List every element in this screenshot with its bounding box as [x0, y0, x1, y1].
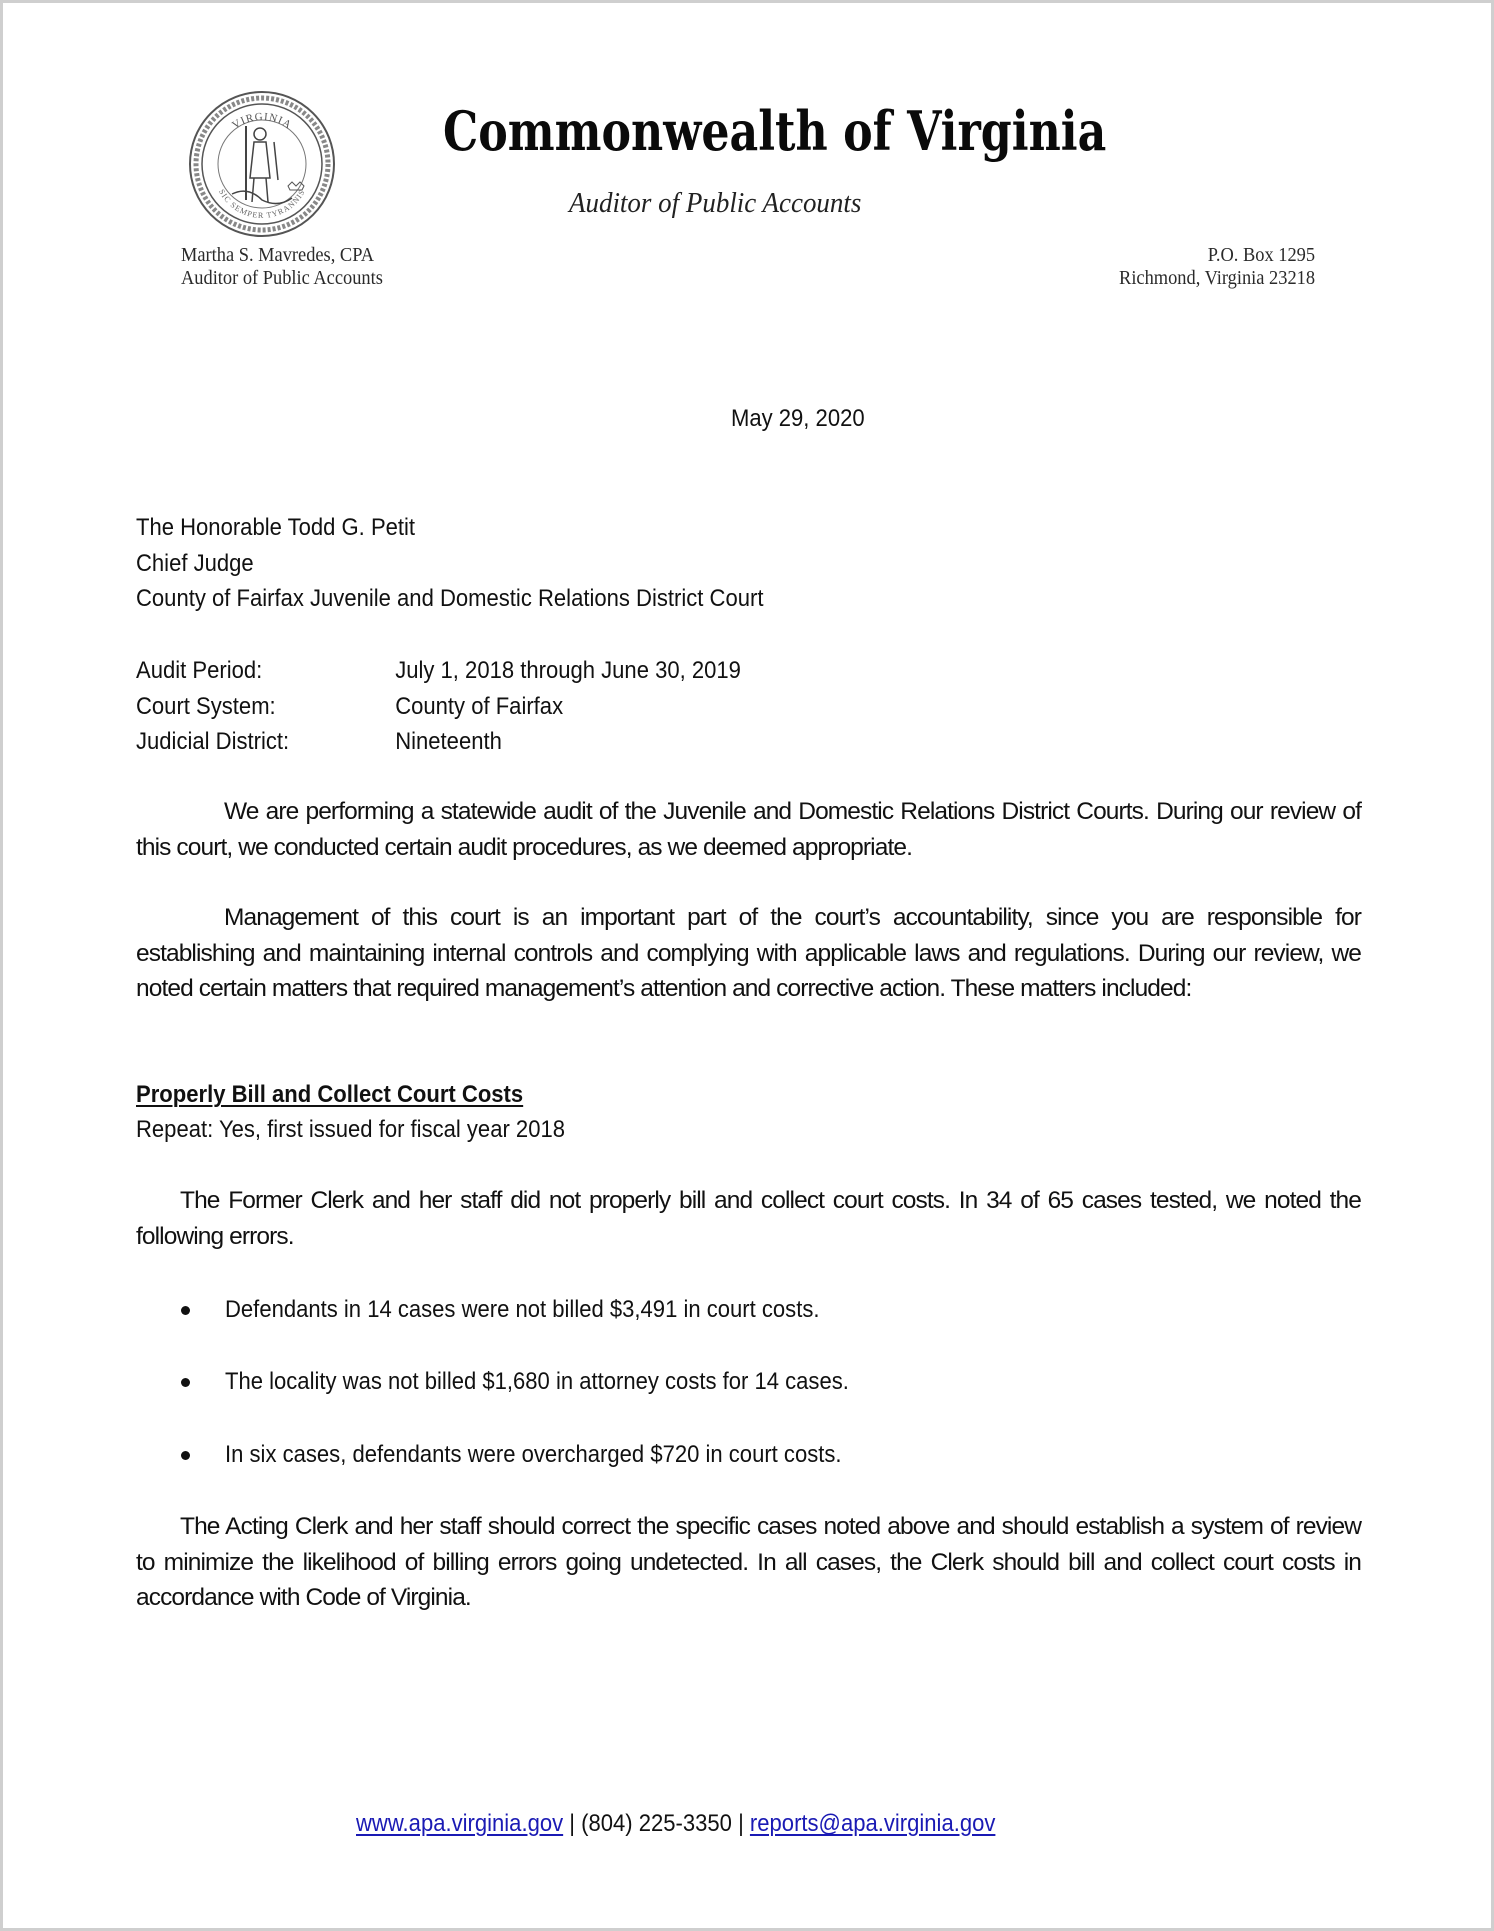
recipient-court: County of Fairfax Juvenile and Domestic Relations District Court: [136, 585, 764, 613]
website-link[interactable]: www.apa.virginia.gov: [356, 1810, 564, 1837]
letter-page: [3, 3, 1491, 1928]
bullet-icon: [181, 1378, 190, 1387]
recipient-title: Chief Judge: [136, 549, 254, 577]
finding-summary-text: The Former Clerk and her staff did not properly bill and collect court costs. In 34 of 65 cases tested, we noted the following errors.: [136, 1187, 1361, 1250]
bullet-text: In six cases, defendants were overcharged $720 in court costs.: [225, 1441, 842, 1468]
footer-separator: |: [738, 1810, 744, 1837]
footer-separator: |: [569, 1810, 576, 1837]
intro-text: We are performing a statewide audit of the Juvenile and Domestic Relations District Courts. During our review of this court, we conducted certain audit procedures, as we deemed appropriate.: [136, 798, 1361, 861]
audit-period-label: Audit Period:: [136, 657, 263, 684]
management-paragraph: [136, 900, 1361, 1007]
recommendation-paragraph: [136, 1509, 1361, 1616]
virginia-seal-icon: [188, 90, 336, 238]
seal-bottom-text: SIC SEMPER TYRANNIS: [217, 187, 307, 221]
bullet-text: Defendants in 14 cases were not billed $3,491 in court costs.: [225, 1296, 820, 1323]
city-state-zip: Richmond, Virginia 23218: [1118, 267, 1315, 289]
auditor-title: Auditor of Public Accounts: [181, 267, 383, 289]
judicial-district-row: [136, 724, 741, 760]
judicial-district-label: Judicial District:: [136, 728, 290, 756]
recipient-block: [136, 510, 763, 617]
mailing-address: [1119, 244, 1315, 290]
letterhead-title: Commonwealth of Virginia: [443, 99, 1107, 163]
seal-top-text: VIRGINIA: [230, 110, 294, 132]
finding-summary-paragraph: [136, 1183, 1361, 1254]
finding-heading: Properly Bill and Collect Court Costs: [136, 1081, 524, 1108]
court-system-label: Court System:: [136, 692, 276, 720]
finding-repeat-status: Repeat: Yes, first issued for fiscal year 2018: [136, 1116, 565, 1143]
auditor-name: Martha S. Mavredes, CPA: [181, 244, 375, 266]
intro-paragraph: [136, 794, 1361, 865]
recipient-name: The Honorable Todd G. Petit: [136, 514, 416, 541]
letter-date: May 29, 2020: [731, 405, 865, 432]
recommendation-text: The Acting Clerk and her staff should correct the specific cases noted above and should establish a system of review to minimize the likelihood of billing errors going undetected. In all cases, the Clerk should bill and collect court costs in accordance with Code of Virginia.: [136, 1513, 1361, 1612]
auditor-block: [181, 244, 383, 290]
bullet-text: The locality was not billed $1,680 in attorney costs for 14 cases.: [225, 1368, 849, 1395]
footer-contact: [356, 1806, 995, 1841]
court-system-value: County of Fairfax: [395, 692, 564, 720]
email-link[interactable]: reports@apa.virginia.gov: [749, 1810, 996, 1837]
letterhead-subtitle: Auditor of Public Accounts: [569, 187, 862, 219]
court-system-row: [136, 689, 741, 725]
management-text: Management of this court is an important part of the court’s accountability, since you are responsible for establishing and maintaining internal controls and complying with applicable laws and regulations. During our review, we noted certain matters that required management’s attention and corrective action. These matters included:: [136, 904, 1361, 1003]
bullet-icon: [181, 1451, 190, 1460]
audit-period-value: July 1, 2018 through June 30, 2019: [395, 657, 741, 684]
audit-period-row: [136, 653, 741, 689]
phone-number: (804) 225-3350: [581, 1810, 732, 1837]
audit-meta: [136, 653, 741, 760]
po-box: P.O. Box 1295: [1207, 244, 1315, 266]
judicial-district-value: Nineteenth: [395, 728, 502, 756]
bullet-icon: [181, 1306, 190, 1315]
